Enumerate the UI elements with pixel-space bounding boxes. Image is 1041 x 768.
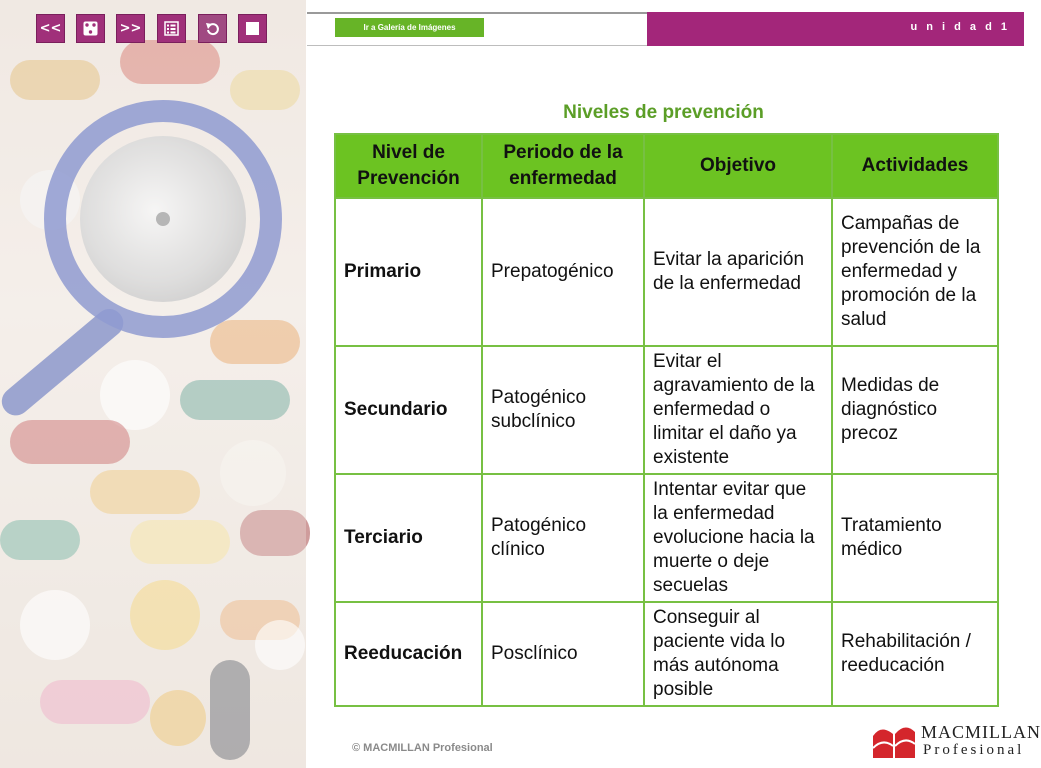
list-button[interactable]	[157, 14, 186, 43]
header-rule-bottom	[307, 45, 647, 46]
cell-activities: Tratamiento médico	[832, 474, 998, 602]
cell-period: Posclínico	[482, 602, 644, 706]
copyright-text: © MACMILLAN Profesional	[352, 742, 493, 754]
cell-objective: Evitar el agravamiento de la enfermedad o limitar el daño ya existente	[644, 346, 832, 474]
column-header-objective: Objetivo	[644, 134, 832, 198]
image-veil	[0, 0, 306, 768]
cell-activities: Rehabilitación / reeducación	[832, 602, 998, 706]
next-icon: >>	[119, 21, 142, 36]
cell-period: Patogénico clínico	[482, 474, 644, 602]
macmillan-logo	[871, 718, 1041, 764]
gallery-link-button[interactable]: Ir a Galería de Imágenes	[335, 18, 484, 37]
table-row	[335, 602, 998, 706]
cell-level: Secundario	[335, 346, 482, 474]
logo-text-macmillan: MACMILLAN	[921, 722, 1041, 742]
list-icon	[164, 21, 179, 36]
decorative-pills-image	[0, 0, 306, 768]
undo-button[interactable]	[198, 14, 227, 43]
cell-level: Reeducación	[335, 602, 482, 706]
next-button[interactable]	[116, 14, 145, 43]
cell-objective: Conseguir al paciente vida lo más autónoma posible	[644, 602, 832, 706]
unit-banner	[647, 12, 1024, 46]
table-header-row	[335, 134, 998, 198]
unit-label: u n i d a d 1	[910, 21, 1010, 33]
column-header-activities: Actividades	[832, 134, 998, 198]
undo-icon	[205, 21, 221, 37]
column-header-period: Periodo de la enfermedad	[482, 134, 644, 198]
prev-button[interactable]	[36, 14, 65, 43]
column-header-level: Nivel de Prevención	[335, 134, 482, 198]
cell-objective: Intentar evitar que la enfermedad evolucione hacia la muerte o deje secuelas	[644, 474, 832, 602]
cell-period: Patogénico subclínico	[482, 346, 644, 474]
cell-period: Prepatogénico	[482, 198, 644, 346]
cell-activities: Medidas de diagnóstico precoz	[832, 346, 998, 474]
page-title: Niveles de prevención	[563, 102, 764, 123]
cell-activities: Campañas de prevención de la enfermedad y promoción de la salud	[832, 198, 998, 346]
cell-level: Terciario	[335, 474, 482, 602]
stop-button[interactable]	[238, 14, 267, 43]
table-row	[335, 198, 998, 346]
index-button[interactable]	[76, 14, 105, 43]
table-row	[335, 474, 998, 602]
macmillan-logo-icon	[871, 722, 917, 760]
header-rule	[307, 12, 647, 14]
prev-icon: <<	[39, 21, 62, 36]
stop-icon	[246, 22, 259, 35]
table-row	[335, 346, 998, 474]
cell-objective: Evitar la aparición de la enfermedad	[644, 198, 832, 346]
prevention-levels-table	[334, 133, 999, 707]
logo-text-profesional: Profesional	[923, 742, 1025, 758]
dice-icon	[83, 21, 98, 36]
cell-level: Primario	[335, 198, 482, 346]
